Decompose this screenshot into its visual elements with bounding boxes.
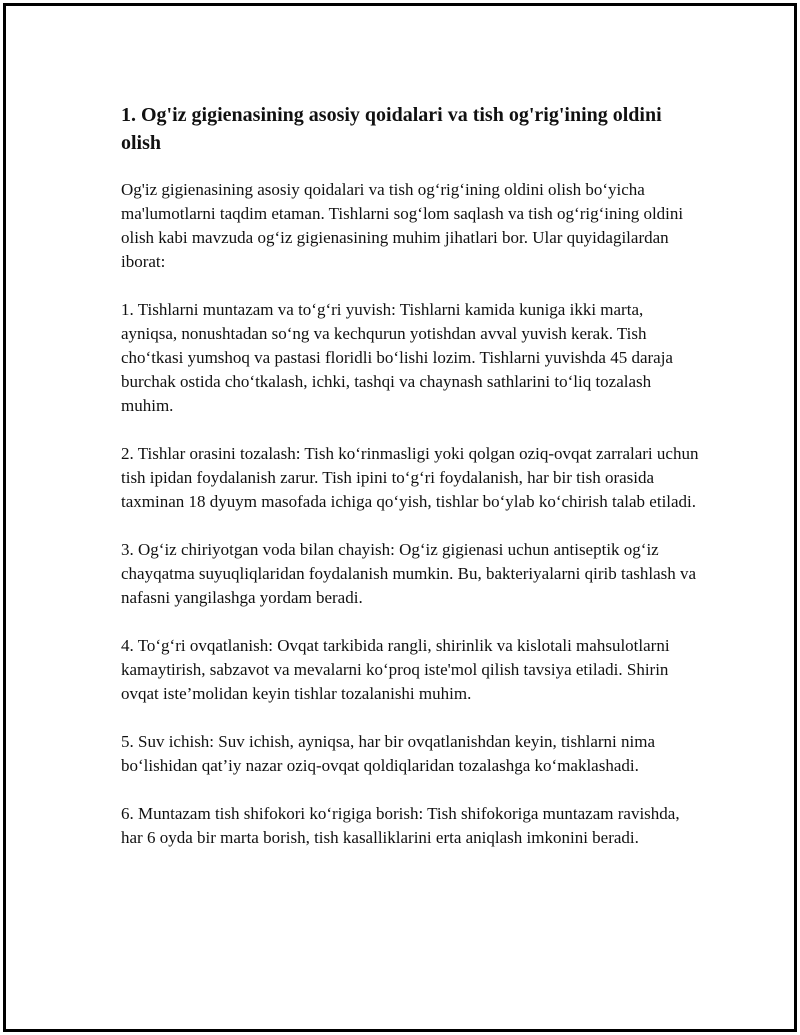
paragraph-flossing: 2. Tishlar orasini tozalash: Tish ko‘rinmasligi yoki qolgan oziq-ovqat zarralari uchun tish ipidan foydalanish zarur. Tish ipini to‘g‘ri foydalanish, har bir tish orasida taxminan 18 dyuym masofada ichiga qo‘yish, tishlar bo‘ylab ko‘chirish talab etiladi. — [121, 444, 699, 511]
page-frame — [3, 3, 797, 1032]
intro-paragraph: Og'iz gigienasining asosiy qoidalari va tish og‘rig‘ining oldini olish bo‘yicha ma'lumotlarni taqdim etaman. Tishlarni sog‘lom saqlash va tish og‘rig‘ining oldini olish kabi mavzuda og‘iz gigienasining muhim jihatlari bor. Ular quyidagilardan iborat: — [121, 180, 684, 271]
paragraph-nutrition: 4. To‘g‘ri ovqatlanish: Ovqat tarkibida rangli, shirinlik va kislotali mahsulotlarni kamaytirish, sabzavot va mevalarni ko‘proq iste'mol qilish tavsiya etiladi. Shirin ovqat iste’molidan keyin tishlar tozalanishi muhim. — [121, 636, 670, 703]
paragraph-drinking-water: 5. Suv ichish: Suv ichish, ayniqsa, har bir ovqatlanishdan keyin, tishlarni nima bo‘lishidan qat’iy nazar oziq-ovqat qoldiqlaridan tozalashga ko‘maklashadi. — [121, 732, 656, 775]
paragraph-dentist-visits: 6. Muntazam tish shifokori ko‘rigiga borish: Tish shifokoriga muntazam ravishda, har 6 oyda bir marta borish, tish kasalliklarini erta aniqlash imkonini beradi. — [121, 804, 680, 847]
document-title: 1. Og'iz gigienasining asosiy qoidalari va tish og'rig'ining oldini olish — [121, 104, 662, 154]
document-body — [121, 101, 701, 874]
paragraph-brushing: 1. Tishlarni muntazam va to‘g‘ri yuvish: Tishlarni kamida kuniga ikki marta, ayniqsa, nonushtadan so‘ng va kechqurun yotishdan avval yuvish kerak. Tish cho‘tkasi yumshoq va pastasi floridli bo‘lishi lozim. Tishlarni yuvishda 45 daraja burchak ostida cho‘tkalash, ichki, tashqi va chaynash sathlarini to‘liq tozalash muhim. — [121, 300, 673, 415]
paragraph-rinsing: 3. Og‘iz chiriyotgan voda bilan chayish: Og‘iz gigienasi uchun antiseptik og‘iz chayqatma suyuqliqlaridan foydalanish mumkin. Bu, bakteriyalarni qirib tashlash va nafasni yangilashga yordam beradi. — [121, 540, 697, 607]
